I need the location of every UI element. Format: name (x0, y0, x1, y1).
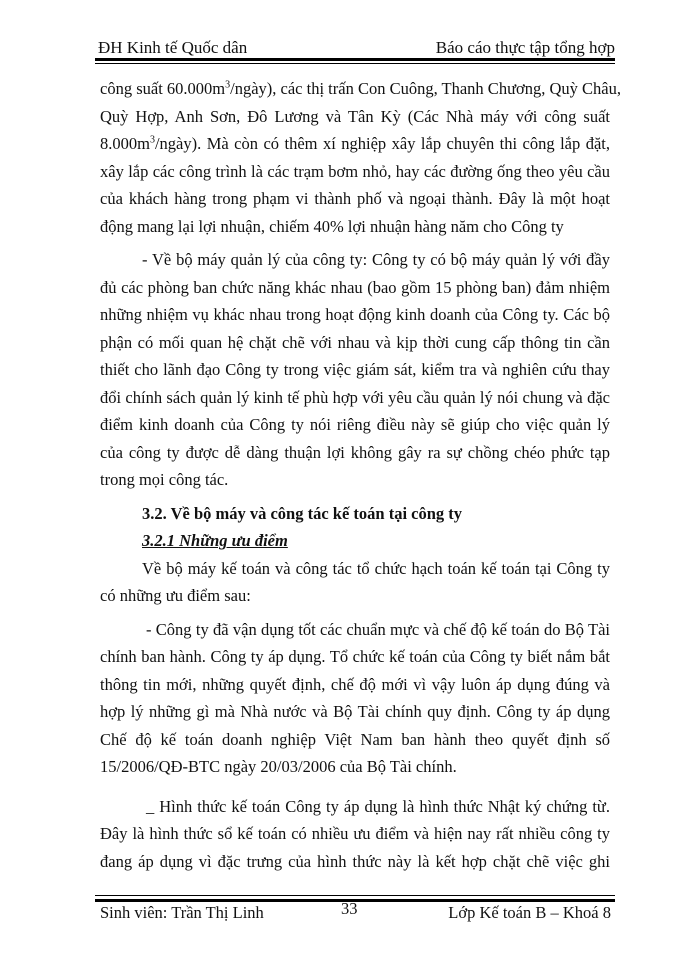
text-line: những nhiệm vụ khác nhau trong hoạt động kinh doanh của Công ty. Các bộ (100, 305, 610, 324)
text-line: - Công ty đã vận dụng tốt các chuẩn mực và chế độ kế toán do Bộ Tài (146, 619, 610, 639)
header-rule-thin (95, 63, 615, 64)
document-body (100, 75, 621, 875)
text-line: hợp lý những gì mà Nhà nước và Bộ Tài chính quy định. Công ty áp dụng (100, 702, 610, 721)
text-line: phận có mối quan hệ chặt chẽ với nhau và kịp thời cung cấp thông tin cần (100, 332, 610, 352)
page-number: 33 (341, 899, 358, 918)
header-university: ĐH Kinh tế Quốc dân (98, 38, 248, 57)
text-line: động mang lại lợi nhuận, chiếm 40% lợi nhuận hàng năm cho Công ty (100, 216, 564, 236)
text-line: trong mọi công tác. (100, 470, 229, 489)
text-line: Quỳ Hợp, Anh Sơn, Đô Lương và Tân Kỳ (Các Nhà máy với công suất (100, 106, 610, 126)
text-line: Chế độ kế toán doanh nghiệp Việt Nam ban hành theo quyết định số (100, 729, 610, 749)
text-line: Đây là hình thức sổ kế toán có nhiều ưu điểm và hiện nay rất nhiều công ty (100, 824, 610, 843)
text-line: 15/2006/QĐ-BTC ngày 20/03/2006 của Bộ Tài chính. (100, 757, 457, 776)
text-line: của công ty được dễ dàng thuận lợi không gây ra sự chồng chéo phức tạp (100, 442, 610, 462)
subsection-heading: 3.2.1 Những ưu điểm (142, 531, 288, 550)
footer-class: Lớp Kế toán B – Khoá 8 (448, 903, 611, 922)
page-footer (95, 899, 615, 927)
text-line: công suất $60.000m^3/ngày$), các thị trấn Con Cuông, Thanh Chương, Quỳ Châu, (100, 79, 621, 98)
text-line: đổi chính sách quản lý kinh tế phù hợp với yêu cầu quản lý nói chung và đặc (100, 387, 610, 407)
text-line: đủ các phòng ban chức năng khác nhau (bao gồm 15 phòng ban) đảm nhiệm (100, 277, 610, 297)
text-line: $8.000m^3/ngày$). Mà còn có thêm xí nghiệp xây lắp chuyên thi công lắp đặt, (100, 134, 610, 153)
text-line: _ Hình thức kế toán Công ty áp dụng là hình thức Nhật ký chứng từ. (146, 796, 610, 816)
text-line: - Về bộ máy quản lý của công ty: Công ty có bộ máy quản lý với đầy (142, 250, 610, 269)
text-line: đang áp dụng vì đặc trưng của hình thức này là kết hợp chặt chẽ việc ghi (100, 851, 610, 871)
text-line: điểm kinh doanh của Công ty nói riêng điều này sẽ giúp cho việc quản lý (100, 415, 610, 434)
page-header (95, 28, 615, 56)
text-line: có những ưu điểm sau: (100, 586, 251, 605)
section-heading: 3.2. Về bộ máy và công tác kế toán tại công ty (142, 503, 463, 523)
text-line: thiết cho lãnh đạo Công ty trong việc giám sát, kiểm tra và nghiên cứu thay (100, 360, 610, 379)
text-line: xây lắp các công trình là các trạm bơm nhỏ, hay các đường ống theo yêu cầu (100, 161, 610, 181)
header-report-title: Báo cáo thực tập tổng hợp (435, 38, 615, 57)
text-line: chính ban hành. Công ty áp dụng. Tổ chức kế toán của Công ty biết nắm bắt (100, 647, 610, 666)
text-line: Về bộ máy kế toán và công tác tổ chức hạch toán kế toán tại Công ty (142, 558, 610, 578)
footer-student: Sinh viên: Trần Thị Linh (100, 903, 264, 922)
text-line: của khách hàng trong phạm vi thành phố và ngoại thành. Đây là một hoạt (100, 189, 610, 208)
footer-rule-thin (95, 895, 615, 896)
header-rule-thick (95, 58, 615, 61)
text-line: thông tin mới, những quyết định, chế độ mới vì vậy luôn áp dụng đúng và (100, 674, 610, 694)
